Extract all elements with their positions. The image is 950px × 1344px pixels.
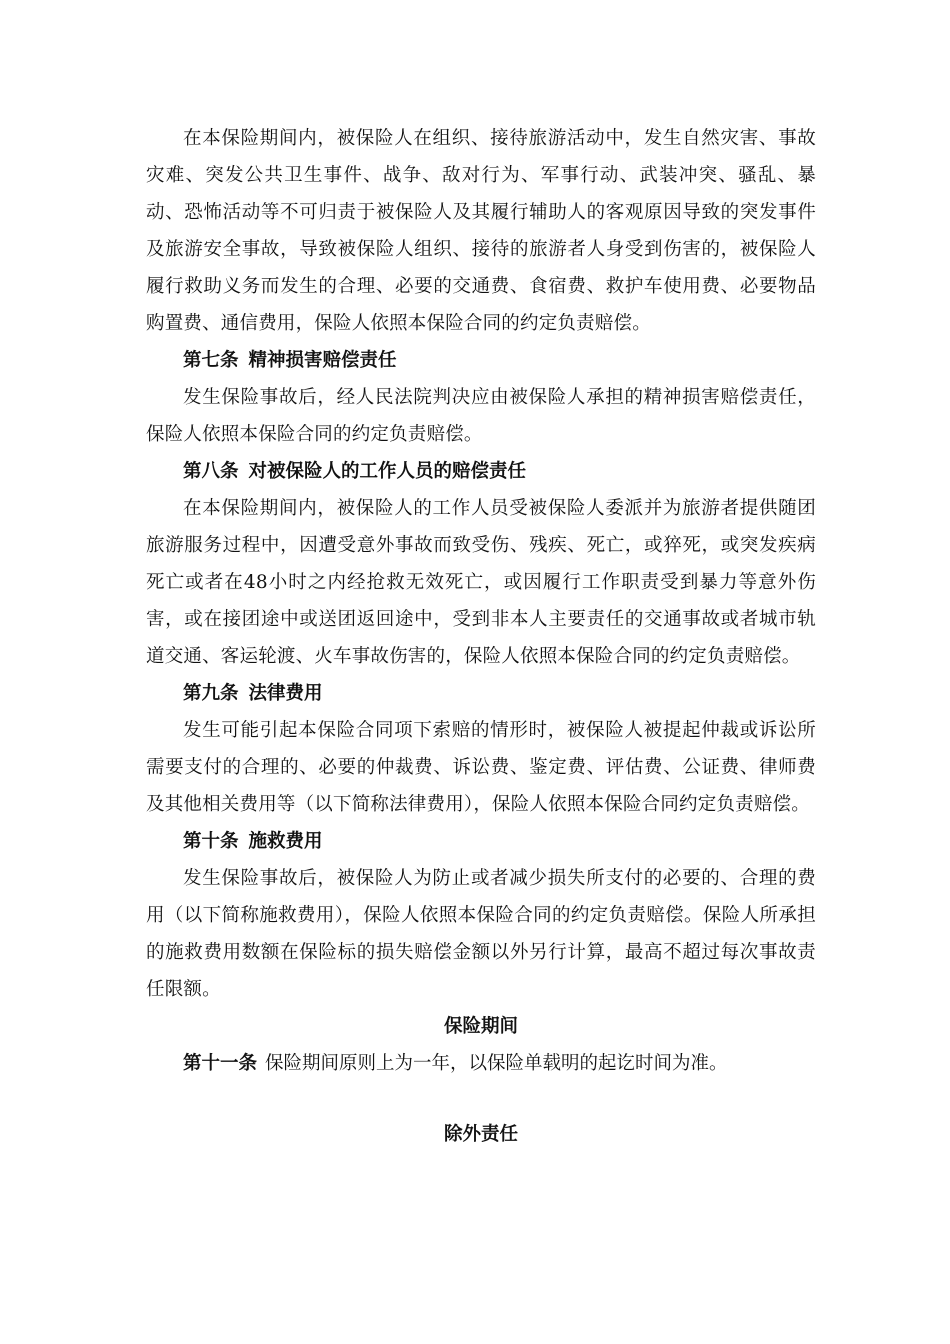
article-9-heading <box>146 675 816 712</box>
article-10-heading <box>146 823 816 860</box>
article-10-number: 第十条 <box>183 831 239 852</box>
article-9-number: 第九条 <box>183 683 239 704</box>
article-7-heading <box>146 342 816 379</box>
article-8-heading <box>146 453 816 490</box>
article-7-body: 发生保险事故后，经人民法院判决应由被保险人承担的精神损害赔偿责任，保险人依照本保险合同的约定负责赔偿。 <box>146 387 816 445</box>
article-8-number: 第八条 <box>183 461 239 482</box>
spacer <box>146 1082 816 1116</box>
article-7-number: 第七条 <box>183 350 239 371</box>
article-11-number: 第十一条 <box>183 1053 258 1074</box>
article-10-body: 发生保险事故后，被保险人为防止或者减少损失所支付的必要的、合理的费用（以下简称施救费用），保险人依照本保险合同的约定负责赔偿。保险人所承担的施救费用数额在保险标的损失赔偿金额以外另行计算，最高不超过每次事故责任限额。 <box>146 868 816 1000</box>
section-title-exclusions: 除外责任 <box>443 1124 518 1145</box>
article-10-title: 施救费用 <box>248 831 323 852</box>
article-11-body: 保险期间原则上为一年，以保险单载明的起讫时间为准。 <box>265 1053 728 1074</box>
article-9-title: 法律费用 <box>248 683 323 704</box>
article-8-body: 在本保险期间内，被保险人的工作人员受被保险人委派并为旅游者提供随团旅游服务过程中，因遭受意外事故而致受伤、残疾、死亡，或猝死，或突发疾病死亡或者在48小时之内经抢救无效死亡，或因履行工作职责受到暴力等意外伤害，或在接团途中或送团返回途中，受到非本人主要责任的交通事故或者城市轨道交通、客运轮渡、火车事故伤害的，保险人依照本保险合同的约定负责赔偿。 <box>146 498 816 667</box>
document-body <box>146 120 816 1153</box>
paragraph-rescue-expenses: 在本保险期间内，被保险人在组织、接待旅游活动中，发生自然灾害、事故灾难、突发公共卫生事件、战争、敌对行为、军事行动、武装冲突、骚乱、暴动、恐怖活动等不可归责于被保险人及其履行辅助人的客观原因导致的突发事件及旅游安全事故，导致被保险人组织、接待的旅游者人身受到伤害的，被保险人履行救助义务而发生的合理、必要的交通费、食宿费、救护车使用费、必要物品购置费、通信费用，保险人依照本保险合同的约定负责赔偿。 <box>146 128 816 334</box>
article-7-title: 精神损害赔偿责任 <box>248 350 397 371</box>
article-11 <box>146 1045 816 1082</box>
article-9-body: 发生可能引起本保险合同项下索赔的情形时，被保险人被提起仲裁或诉讼所需要支付的合理的、必要的仲裁费、诉讼费、鉴定费、评估费、公证费、律师费及其他相关费用等（以下简称法律费用），保险人依照本保险合同约定负责赔偿。 <box>146 720 816 815</box>
section-title-insurance-period: 保险期间 <box>443 1016 518 1037</box>
article-8-title: 对被保险人的工作人员的赔偿责任 <box>248 461 527 482</box>
